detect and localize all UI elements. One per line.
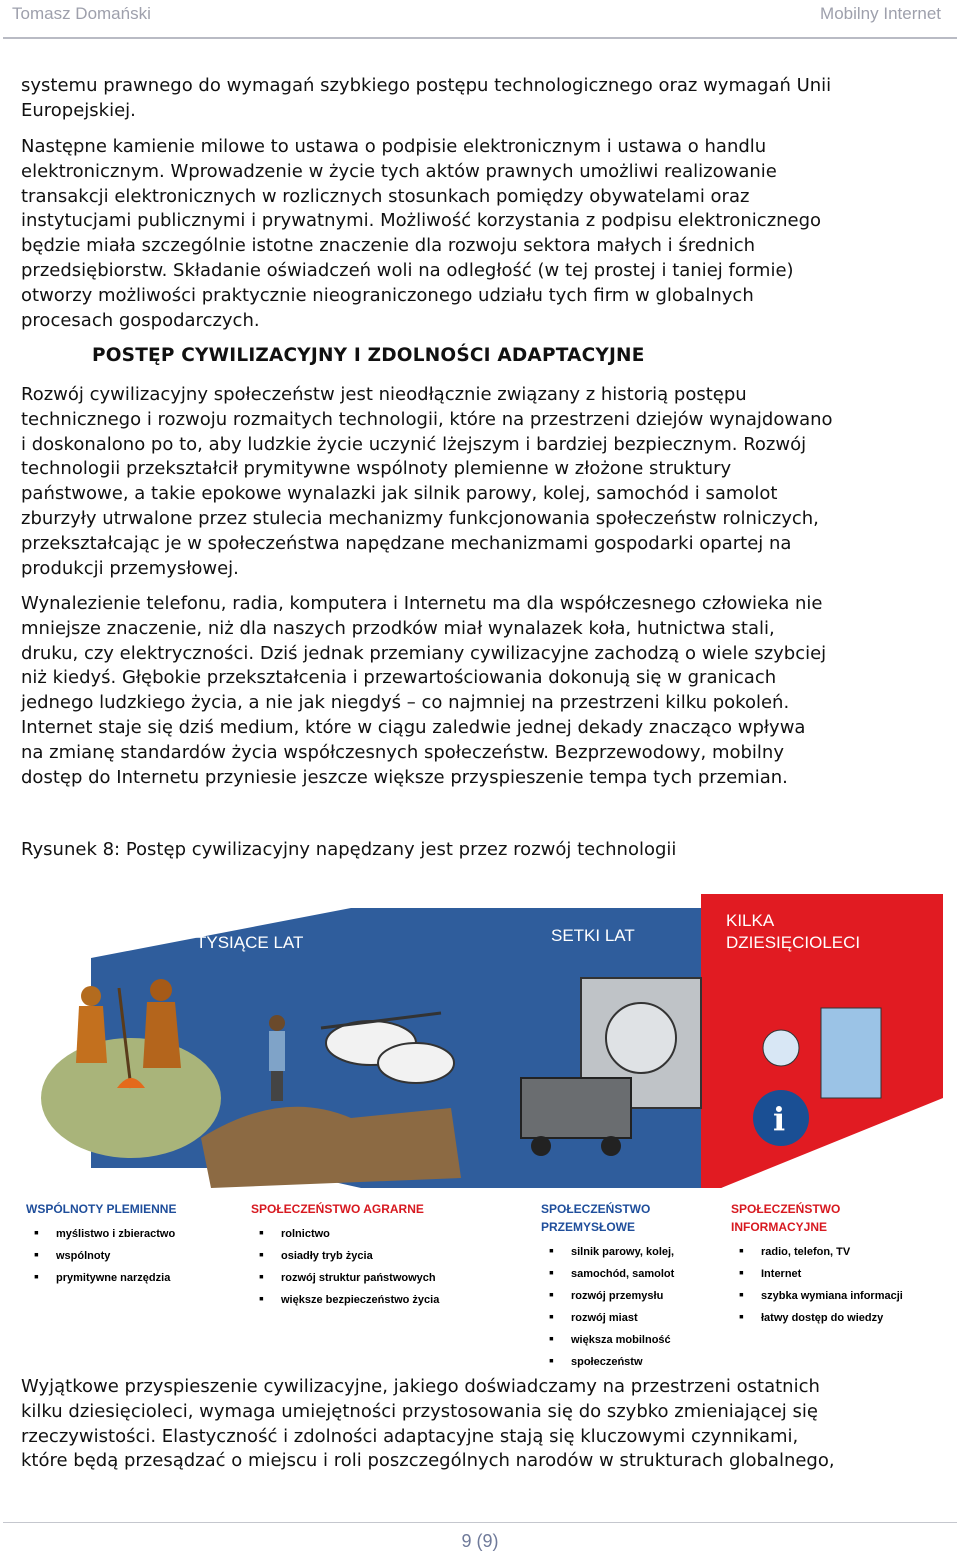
text-line: mniejsze znaczenie, niż dla naszych przodków miał wynalazek koła, hutnictwa stali, (21, 617, 775, 639)
bullet-marker: ▪ (739, 1308, 744, 1324)
text-line: będzie miała szczególnie istotne znaczenie dla rozwoju sektora małych i średnich (21, 235, 756, 257)
text-line: Wyjątkowe przyspieszenie cywilizacyjne, jakiego doświadczamy na przestrzeni ostatnich (21, 1376, 820, 1397)
paragraph-4 (21, 592, 941, 790)
text-line: Europejskiej. (21, 99, 136, 121)
text-line: przedsiębiorstw. Składanie oświadczeń woli na odległość (w tej prostej i taniej formie) (21, 259, 794, 281)
paragraph-1 (21, 74, 941, 124)
era-label: SETKI LAT (551, 926, 635, 945)
svg-text:i: i (773, 1100, 786, 1138)
column-title: WSPÓLNOTY PLEMIENNE (26, 1202, 177, 1216)
text-line: otworzy możliwości praktycznie nieograniczonego udziału tych firm w globalnych (21, 284, 754, 306)
text-line: technicznego i rozwoju rozmaitych technologii, które na przestrzeni dziejów wynajdowano (21, 408, 833, 430)
page-header (0, 0, 960, 40)
column-item: rolnictwo (281, 1228, 330, 1240)
era-label: KILKA (726, 911, 775, 930)
column-item: radio, telefon, TV (761, 1246, 851, 1258)
bullet-marker: ▪ (549, 1352, 554, 1368)
bullet-marker: ▪ (549, 1242, 554, 1258)
column-title: INFORMACYJNE (731, 1220, 828, 1234)
text-line: Internet staje się dziś medium, które w ciągu zaledwie jednej dekady znacząco wpływa (21, 716, 806, 738)
era-label: TYSIĄCE LAT (196, 933, 304, 952)
bullet-marker: ▪ (34, 1268, 39, 1284)
figure-caption: Rysunek 8: Postęp cywilizacyjny napędzany jest przez rozwój technologii (21, 839, 677, 860)
text-line: rzeczywistości. Elastyczność i zdolności adaptacyjne stają się kluczowymi czynnikami, (21, 1425, 799, 1447)
section-heading: POSTĘP CYWILIZACYJNY I ZDOLNOŚCI ADAPTACYJNE (92, 345, 645, 366)
column-item: prymitywne narzędzia (56, 1272, 171, 1284)
text-line: i doskonalono po to, aby ludzkie życie uczynić lżejszym i bardziej bezpiecznym. Rozwój (21, 433, 807, 455)
text-line: dostęp do Internetu przyniesie jeszcze większe przyspieszenie tempa tych przemian. (21, 766, 788, 788)
column-item: rozwój przemysłu (571, 1290, 664, 1302)
text-line: przekształcając je w społeczeństwa napędzane mechanizmami gospodarki opartej na (21, 532, 792, 554)
text-line: niż kiedyś. Głębokie przekształcenia i przewartościowania dokonują się w granicach (21, 667, 777, 689)
text-line: zburzyły utrwalone przez stulecia mechanizmy funkcjonowania społeczeństw rolniczych, (21, 507, 819, 529)
text-line: które będą przesądzać o miejscu i roli poszczególnych narodów w strukturach globalnego, (21, 1450, 835, 1472)
text-line: Rozwój cywilizacyjny społeczeństw jest nieodłącznie związany z historią postępu (21, 384, 747, 405)
column-item: Internet (761, 1268, 802, 1280)
bullet-marker: ▪ (259, 1246, 264, 1262)
civilization-progress-figure (21, 888, 943, 1368)
column-item: osiadły tryb życia (281, 1250, 373, 1262)
bullet-marker: ▪ (549, 1264, 554, 1280)
bullet-marker: ▪ (34, 1224, 39, 1240)
bullet-marker: ▪ (259, 1224, 264, 1240)
ground-illustration (41, 1038, 221, 1158)
era-label: DZIESIĘCIOLECI (726, 933, 861, 952)
text-line: druku, czy elektryczności. Dziś jednak przemiany cywilizacyjne zachodzą o wiele szybciej (21, 642, 827, 664)
figure-columns (26, 1201, 903, 1368)
text-line: instytucjami publicznymi i prywatnymi. Możliwość korzystania z podpisu elektronicznego (21, 210, 822, 232)
bullet-marker: ▪ (549, 1308, 554, 1324)
bullet-marker: ▪ (739, 1264, 744, 1280)
header-divider (3, 37, 957, 39)
text-line: elektronicznym. Wprowadzenie w życie tych aktów prawnych umożliwi realizowanie (21, 160, 777, 182)
column-title: PRZEMYSŁOWE (541, 1220, 636, 1234)
column-item: społeczeństw (571, 1356, 643, 1368)
text-line: Wynalezienie telefonu, radia, komputera i Internetu ma dla współczesnego człowieka nie (21, 593, 823, 614)
bullet-marker: ▪ (739, 1242, 744, 1258)
text-line: procesach gospodarczych. (21, 309, 260, 331)
bullet-marker: ▪ (549, 1286, 554, 1302)
text-line: jednego ludzkiego życia, a nie jak niegdyś – co najmniej na przestrzeni kilku pokoleń. (21, 692, 790, 714)
bullet-marker: ▪ (259, 1290, 264, 1306)
text-line: Następne kamienie milowe to ustawa o podpisie elektronicznym i ustawa o handlu (21, 136, 767, 157)
field-illustration (201, 1107, 461, 1188)
column-item: łatwy dostęp do wiedzy (761, 1312, 884, 1324)
column-item: większa mobilność (571, 1334, 671, 1346)
column-item: rozwój struktur państwowych (281, 1272, 436, 1284)
header-title: Mobilny Internet (820, 4, 941, 23)
text-line: technologii przekształcił prymitywne wspólnoty plemienne w złożone struktury (21, 458, 732, 480)
column-item: większe bezpieczeństwo życia (281, 1294, 440, 1306)
column-item: samochód, samolot (571, 1268, 675, 1280)
bullet-marker: ▪ (549, 1330, 554, 1346)
text-line: produkcji przemysłowej. (21, 557, 239, 579)
column-title: SPOŁECZEŃSTWO (731, 1202, 841, 1216)
text-line: państwowe, a takie epokowe wynalazki jak silnik parowy, kolej, samochód i samolot (21, 483, 778, 505)
bullet-marker: ▪ (34, 1246, 39, 1262)
column-item: wspólnoty (56, 1250, 111, 1262)
column-title: SPOŁECZEŃSTWO AGRARNE (251, 1202, 424, 1216)
page-number: 9 (9) (461, 1531, 499, 1551)
column-item: szybka wymiana informacji (761, 1290, 903, 1302)
column-title: SPOŁECZEŃSTWO (541, 1202, 651, 1216)
column-item: myślistwo i zbieractwo (56, 1228, 176, 1240)
text-line: transakcji elektronicznych w rozlicznych stosunkach pomiędzy obywatelami oraz (21, 185, 750, 207)
text-line: kilku dziesięcioleci, wymaga umiejętności przystosowania się do szybko zmieniającej się (21, 1400, 818, 1422)
bullet-marker: ▪ (259, 1268, 264, 1284)
text-line: na zmianę standardów życia współczesnych społeczeństw. Bezprzewodowy, mobilny (21, 741, 784, 763)
paragraph-3 (21, 383, 941, 581)
column-item: rozwój miast (571, 1312, 638, 1324)
text-line: systemu prawnego do wymagań szybkiego postępu technologicznego oraz wymagań Unii (21, 75, 832, 96)
paragraph-2 (21, 135, 941, 333)
header-author: Tomasz Domański (12, 4, 151, 23)
footer-divider (3, 1522, 957, 1523)
column-item: silnik parowy, kolej, (571, 1246, 675, 1258)
paragraph-5 (21, 1375, 941, 1474)
bullet-marker: ▪ (739, 1286, 744, 1302)
